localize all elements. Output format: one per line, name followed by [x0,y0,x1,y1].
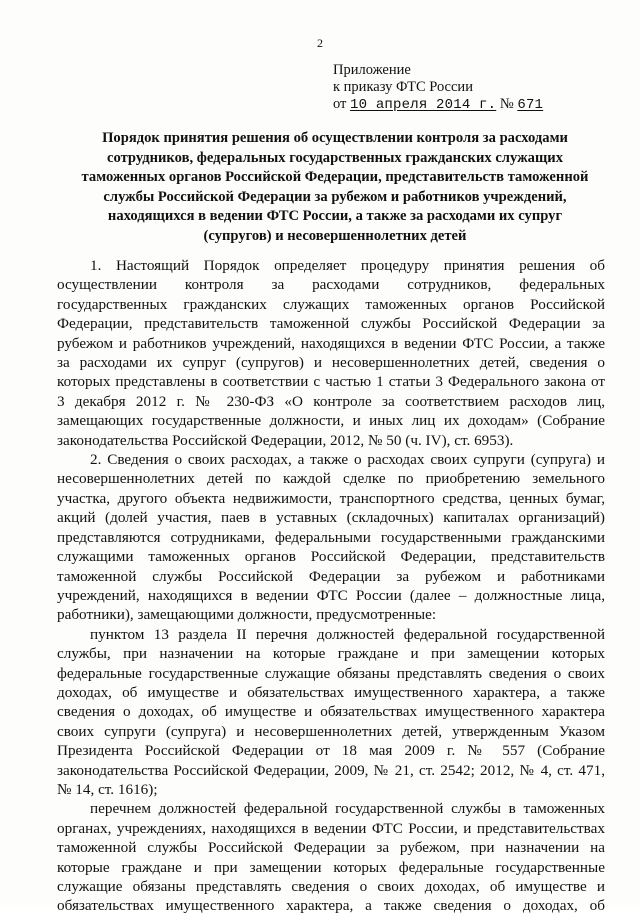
text-line: пунктом 13 раздела II перечня должностей федеральной государственной [90,625,605,643]
text-line: которых представлены в соответствии с частью 1 статьи 3 Федерального закона от [57,373,605,391]
text-line: федеральные государственные служащие обязаны представлять сведения о своих [57,664,605,682]
text-line: таможенной службы Российской Федерации за рубежом и работниками [57,567,605,585]
text-line: перечнем должностей федеральной государственной службы в таможенных [90,800,605,818]
text-line: представляются сотрудниками, федеральными государственными гражданскими [57,528,605,546]
text-line: Федерации, представительств таможенной службы Российской Федерации за [57,315,605,333]
appendix-order-ref: к приказу ФТС России [333,79,473,95]
appendix-date-line [333,96,623,114]
text-line: 2. Сведения о своих расходах, а также о расходах своих супруги (супруга) и [90,451,605,469]
text-line: доходах, об имуществе и обязательствах имущественного характера, а также [57,683,605,701]
date-prefix: от [333,96,347,112]
number-prefix: № [499,96,514,112]
title-line: (супругов) и несовершеннолетних детей [203,227,467,244]
paragraph-3 [57,625,605,800]
text-line: № 14, ст. 1616); [57,780,158,798]
text-line: службы, при назначении на которые граждане и при замещении которых [57,645,605,663]
text-line: государственных гражданских служащих таможенных органов Российской [57,295,605,313]
date-value: 10 апреля 2014 г. [350,97,497,113]
title-line: находящихся в ведении ФТС России, а также за расходами их супруг [107,208,563,225]
text-line: обязательствах имущественного характера, а также сведения о доходах, об [57,897,605,915]
paragraph-4 [57,799,605,915]
text-line: замещающих государственные должности, и иных лиц их доходам» (Собрание [57,412,605,430]
text-line: учреждений, находящихся в ведении ФТС России (далее – должностные лица, [57,586,605,604]
text-line: законодательства Российской Федерации, 2012, № 50 (ч. IV), ст. 6953). [57,431,514,449]
appendix-block [333,62,623,114]
text-line: 3 декабря 2012 г. № 230-ФЗ «О контроле за соответствием расходов лиц, [57,392,605,410]
appendix-label: Приложение [333,62,411,78]
text-line: законодательства Российской Федерации, 2009, № 21, ст. 2542; 2012, № 4, ст. 471, [57,761,605,779]
document-body [57,256,605,916]
text-line: Президента Российской Федерации от 18 мая 2009 г. № 557 (Собрание [57,742,605,760]
paragraph-2 [57,450,605,625]
text-line: осуществлении контроля за расходами сотрудников, федеральных [57,276,605,294]
paragraph-1 [57,256,605,450]
text-line: служащими таможенных органов Российской Федерации, представительств [57,548,605,566]
text-line: работники), замещающими должности, предусмотренные: [57,606,437,624]
title-line: сотрудников, федеральных государственных гражданских служащих [107,149,563,166]
text-line: своих супруги (супруга) и несовершеннолетних детей, утвержденным Указом [57,722,605,740]
number-value: 671 [517,97,544,113]
text-line: несовершеннолетних детей по каждой сделке по приобретению земельного [57,470,605,488]
document-title [70,129,600,247]
text-line: за расходами их супруг (супругов) и несовершеннолетних детей, сведения о [57,354,605,372]
text-line: таможенной службы Российской Федерации за рубежом, при назначении на [57,839,605,857]
title-line: Порядок принятия решения об осуществлении контроля за расходами [102,130,568,146]
text-line: служащие обязаны представлять сведения о своих доходах, об имуществе и [57,878,605,895]
text-line: акций (долей участия, паев в уставных (складочных) капиталах организаций) [57,509,605,527]
page-number: 2 [317,36,323,50]
text-line: 1. Настоящий Порядок определяет процедуру принятия решения об [90,257,605,274]
text-line: участка, другого объекта недвижимости, транспортного средства, ценных бумаг, [57,489,605,507]
text-line: которые граждане и при замещении которых федеральные государственные [57,858,605,876]
text-line: органах, учреждениях, находящихся в ведении ФТС России, и представительствах [57,819,605,837]
title-line: таможенных органов Российской Федерации, представительств таможенной [81,169,589,186]
text-line: сведения о доходах, об имуществе и обязательствах имущественного характера [57,703,605,721]
text-line: рубежом и работников учреждений, находящихся в ведении ФТС России, а также [57,334,605,352]
title-line: службы Российской Федерации за рубежом и работников учреждений, [103,188,567,205]
